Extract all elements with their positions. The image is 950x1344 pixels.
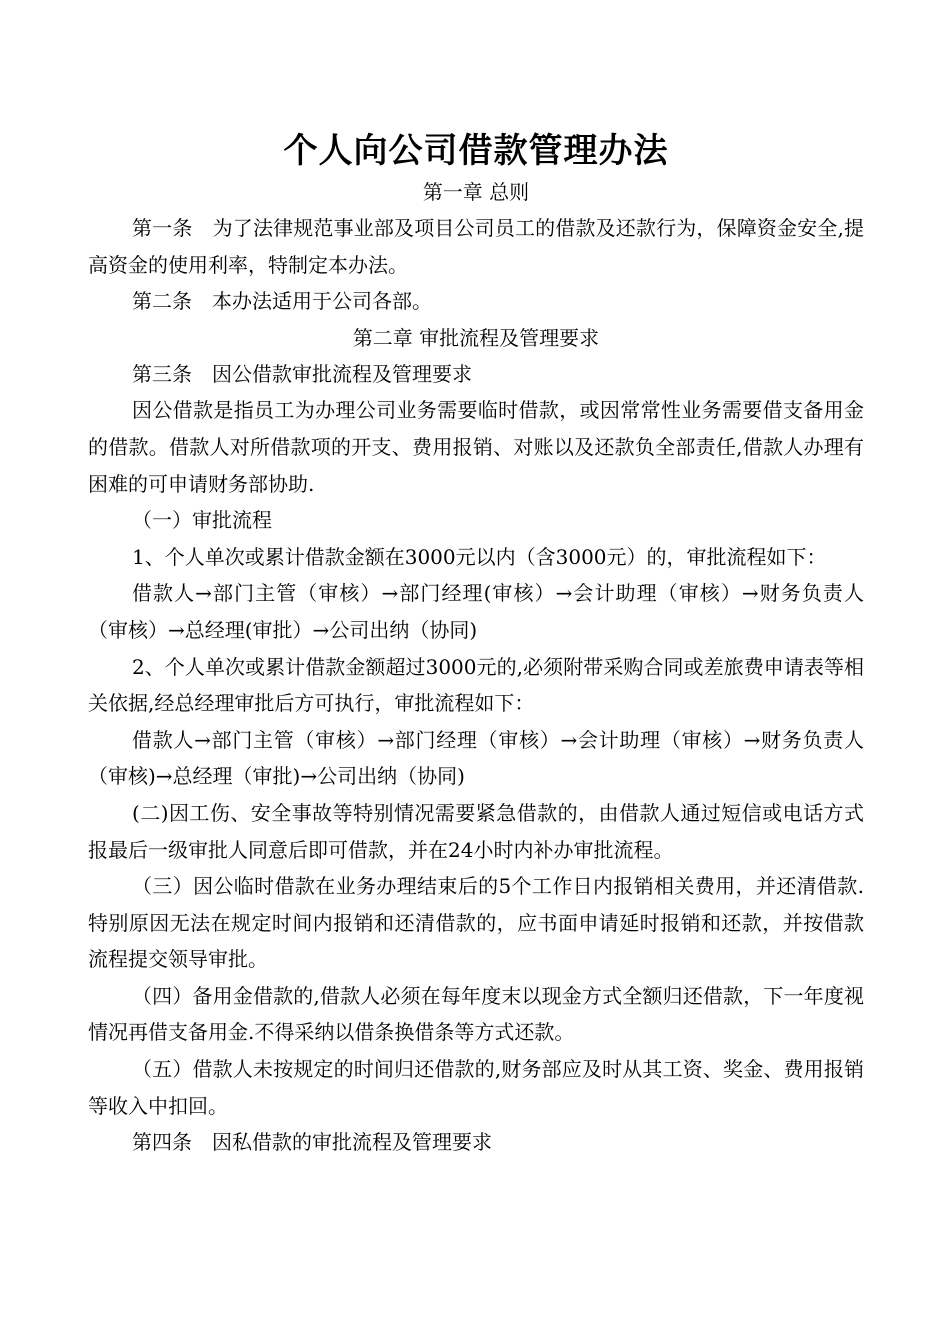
- chapter-2-heading: 第二章 审批流程及管理要求: [352, 325, 600, 350]
- section-deduction: （五）借款人未按规定的时间归还借款的,财务部应及时从其工资、奖金、费用报销等收入中扣回。: [88, 1057, 864, 1118]
- rule-1-under-3000: 1、个人单次或累计借款金额在3000元以内（含3000元）的，审批流程如下：: [132, 544, 827, 569]
- section-approval-flow: （一）审批流程: [132, 508, 272, 533]
- section-emergency: (二)因工伤、安全事故等特别情况需要紧急借款的，由借款人通过短信或电话方式报最后一级审批人同意后即可借款，并在24小时内补办审批流程。: [88, 800, 864, 862]
- section-reserve-fund: （四）备用金借款的,借款人必须在每年度末以现金方式全额归还借款，下一年度视情况再借支备用金.不得采纳以借条换借条等方式还款。: [88, 983, 864, 1045]
- article-2: 第二条 本办法适用于公司各部。: [132, 289, 432, 314]
- article-4: 第四条 因私借款的审批流程及管理要求: [132, 1130, 492, 1155]
- section-repayment: （三）因公临时借款在业务办理结束后的5个工作日内报销相关费用，并还清借款.特别原因无法在规定时间内报销和还清借款的，应书面申请延时报销和还款，并按借款流程提交领导审批。: [88, 874, 864, 972]
- document-title: 个人向公司借款管理办法: [283, 131, 669, 171]
- rule-2-over-3000: 2、个人单次或累计借款金额超过3000元的,必须附带采购合同或差旅费申请表等相关依据,经总经理审批后方可执行，审批流程如下：: [88, 654, 864, 716]
- public-loan-definition: 因公借款是指员工为办理公司业务需要临时借款，或因常常性业务需要借支备用金的借款。借款人对所借款项的开支、费用报销、对账以及还款负全部责任,借款人办理有困难的可申请财务部协助.: [88, 398, 864, 496]
- flow-1: 借款人→部门主管（审核）→部门经理(审核）→会计助理（审核）→财务负责人（审核）→总经理(审批）→公司出纳（协同): [88, 581, 864, 642]
- chapter-1-heading: 第一章 总则: [422, 180, 530, 204]
- document-page: [88, 128, 864, 1161]
- article-3: 第三条 因公借款审批流程及管理要求: [132, 361, 472, 386]
- document-body: [88, 174, 864, 1161]
- article-1: 第一条 为了法律规范事业部及项目公司员工的借款及还款行为，保障资金安全,提高资金的使用利率，特制定本办法。: [88, 216, 864, 277]
- flow-2: 借款人→部门主管（审核）→部门经理（审核）→会计助理（审核）→财务负责人（审核)→总经理（审批)→公司出纳（协同): [88, 727, 864, 789]
